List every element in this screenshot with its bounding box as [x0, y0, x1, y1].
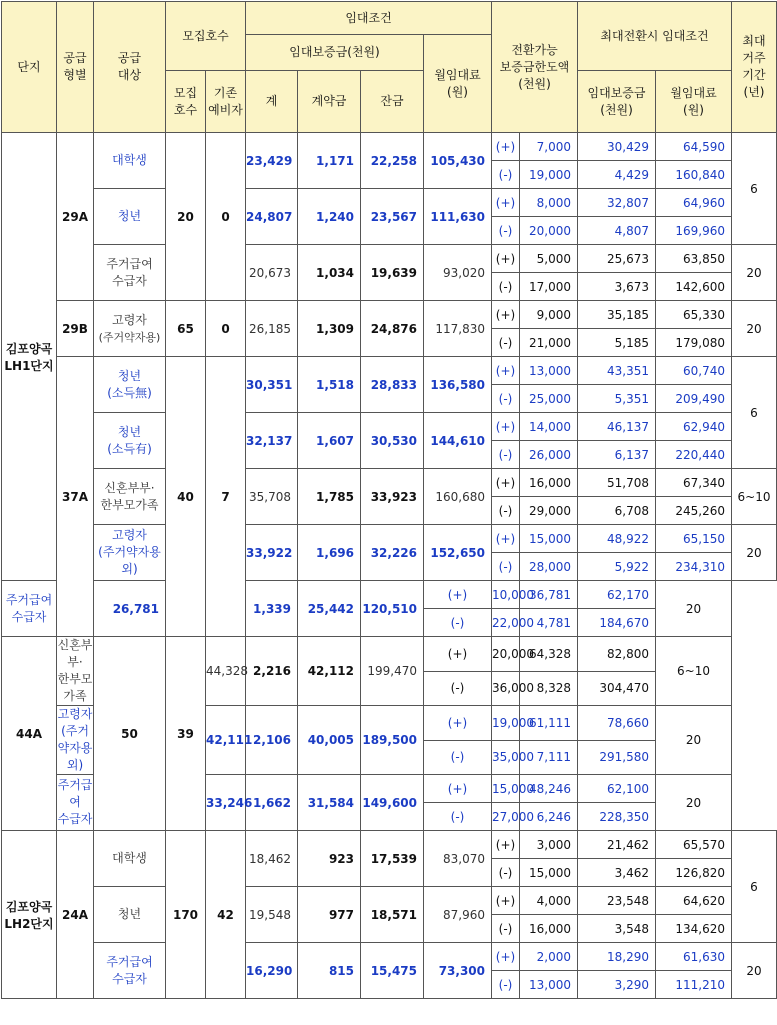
cell-convert-limit: 27,000	[492, 803, 520, 831]
cell-deposit-balance: 22,258	[361, 133, 424, 189]
cell-monthly-rent: 152,650	[424, 525, 492, 581]
cell-convert-limit: 15,000	[520, 859, 578, 887]
cell-max-period: 6~10	[656, 637, 732, 706]
cell-deposit-contract: 1,034	[298, 245, 361, 301]
cell-target	[94, 133, 166, 189]
cell-deposit-contract: 1,662	[246, 775, 298, 831]
col-deposit-contract: 계약금	[298, 71, 361, 133]
cell-supply-type: 29B	[57, 301, 94, 357]
cell-target	[57, 775, 94, 831]
cell-deposit-total: 44,328	[206, 637, 246, 706]
cell-deposit-contract: 815	[298, 943, 361, 999]
cell-sign: (-)	[492, 385, 520, 413]
cell-max-rent: 65,330	[656, 301, 732, 329]
cell-monthly-rent: 117,830	[424, 301, 492, 357]
cell-max-deposit: 21,462	[578, 831, 656, 859]
cell-max-deposit: 23,548	[578, 887, 656, 915]
cell-sign: (+)	[424, 581, 492, 609]
cell-deposit-contract: 977	[298, 887, 361, 943]
target-label: 청년	[117, 907, 142, 921]
cell-max-rent: 209,490	[656, 385, 732, 413]
cell-complex: 김포양곡 LH2단지	[2, 831, 57, 999]
cell-deposit-balance: 31,584	[298, 775, 361, 831]
cell-convert-limit: 22,000	[492, 609, 520, 637]
cell-max-rent: 111,210	[656, 971, 732, 999]
cell-deposit-total: 16,290	[246, 943, 298, 999]
col-deposit-balance: 잔금	[361, 71, 424, 133]
cell-max-deposit: 5,351	[578, 385, 656, 413]
cell-monthly-rent: 111,630	[424, 189, 492, 245]
cell-sign: (-)	[492, 441, 520, 469]
col-convert-limit: 전환가능 보증금한도액 (천원)	[492, 2, 578, 133]
cell-max-rent: 64,960	[656, 189, 732, 217]
cell-convert-limit: 26,000	[520, 441, 578, 469]
cell-sign: (-)	[424, 671, 492, 706]
cell-convert-limit: 3,000	[520, 831, 578, 859]
target-label: 신혼부부· 한부모가족	[100, 480, 159, 512]
cell-monthly-rent: 93,020	[424, 245, 492, 301]
target-label: 고령자 (주거약자용 외)	[98, 528, 161, 576]
cell-max-deposit: 25,673	[578, 245, 656, 273]
cell-deposit-contract: 1,518	[298, 357, 361, 413]
cell-deposit-contract: 1,607	[298, 413, 361, 469]
cell-max-period: 6	[732, 831, 777, 943]
cell-monthly-rent: 73,300	[424, 943, 492, 999]
cell-max-rent: 169,960	[656, 217, 732, 245]
cell-deposit-balance: 30,530	[361, 413, 424, 469]
cell-target	[94, 525, 166, 581]
cell-max-rent: 228,350	[578, 803, 656, 831]
table-row	[2, 637, 777, 672]
cell-recruit-units: 40	[166, 357, 206, 637]
cell-max-deposit: 3,462	[578, 859, 656, 887]
cell-max-deposit: 51,708	[578, 469, 656, 497]
cell-sign: (+)	[492, 357, 520, 385]
cell-deposit-total: 33,922	[246, 525, 298, 581]
cell-deposit-total: 33,246	[206, 775, 246, 831]
cell-convert-limit: 9,000	[520, 301, 578, 329]
cell-max-rent: 234,310	[656, 553, 732, 581]
cell-waitlist: 7	[206, 357, 246, 637]
cell-max-deposit: 18,290	[578, 943, 656, 971]
cell-convert-limit: 4,000	[520, 887, 578, 915]
cell-max-deposit: 8,328	[520, 671, 578, 706]
table-row	[2, 469, 777, 497]
cell-max-rent: 62,100	[578, 775, 656, 803]
cell-max-rent: 65,150	[656, 525, 732, 553]
cell-deposit-contract: 1,309	[298, 301, 361, 357]
cell-max-rent: 60,740	[656, 357, 732, 385]
cell-deposit-total: 19,548	[246, 887, 298, 943]
lease-table-body	[2, 133, 777, 999]
col-deposit-total: 계	[246, 71, 298, 133]
cell-max-rent: 160,840	[656, 161, 732, 189]
cell-sign: (+)	[492, 245, 520, 273]
cell-sign: (+)	[492, 301, 520, 329]
cell-deposit-total: 30,351	[246, 357, 298, 413]
cell-sign: (-)	[492, 497, 520, 525]
cell-sign: (+)	[492, 943, 520, 971]
table-row	[2, 413, 777, 441]
table-row	[2, 189, 777, 217]
col-max-convert: 최대전환시 임대조건	[578, 2, 732, 71]
col-recruit-units: 모집 호수	[166, 71, 206, 133]
cell-max-rent: 64,620	[656, 887, 732, 915]
cell-max-rent: 184,670	[578, 609, 656, 637]
target-label: 청년	[117, 209, 142, 223]
cell-deposit-balance: 25,442	[298, 581, 361, 637]
cell-max-deposit: 6,708	[578, 497, 656, 525]
target-label: 고령자	[112, 312, 147, 327]
cell-recruit-units: 20	[166, 133, 206, 301]
cell-convert-limit: 14,000	[520, 413, 578, 441]
cell-max-deposit: 61,111	[520, 706, 578, 741]
cell-sign: (-)	[492, 915, 520, 943]
cell-max-rent: 220,440	[656, 441, 732, 469]
cell-monthly-rent: 160,680	[424, 469, 492, 525]
cell-target	[94, 943, 166, 999]
col-max-rent: 월임대료 (원)	[656, 71, 732, 133]
cell-max-rent: 291,580	[578, 740, 656, 775]
cell-max-rent: 245,260	[656, 497, 732, 525]
cell-max-rent: 134,620	[656, 915, 732, 943]
cell-target	[94, 301, 166, 357]
target-label: 청년 (소득有)	[107, 424, 152, 456]
cell-deposit-balance: 15,475	[361, 943, 424, 999]
cell-max-deposit: 30,429	[578, 133, 656, 161]
cell-convert-limit: 20,000	[520, 217, 578, 245]
table-row	[2, 245, 777, 273]
cell-max-deposit: 3,673	[578, 273, 656, 301]
cell-sign: (+)	[424, 637, 492, 672]
cell-max-deposit: 32,807	[578, 189, 656, 217]
cell-sign: (+)	[492, 413, 520, 441]
cell-monthly-rent: 189,500	[361, 706, 424, 775]
cell-target	[94, 413, 166, 469]
cell-monthly-rent: 120,510	[361, 581, 424, 637]
cell-convert-limit: 29,000	[520, 497, 578, 525]
cell-sign: (-)	[492, 859, 520, 887]
cell-convert-limit: 7,000	[520, 133, 578, 161]
cell-deposit-balance: 18,571	[361, 887, 424, 943]
cell-max-rent: 78,660	[578, 706, 656, 741]
cell-deposit-balance: 17,539	[361, 831, 424, 887]
cell-convert-limit: 16,000	[520, 469, 578, 497]
cell-deposit-balance: 23,567	[361, 189, 424, 245]
target-label: 대학생	[112, 153, 147, 167]
cell-sign: (-)	[492, 329, 520, 357]
cell-max-deposit: 6,246	[520, 803, 578, 831]
cell-sign: (-)	[424, 609, 492, 637]
cell-max-period: 20	[732, 301, 777, 357]
cell-max-deposit: 6,137	[578, 441, 656, 469]
cell-recruit-units: 50	[94, 637, 166, 831]
cell-complex: 김포양곡 LH1단지	[2, 133, 57, 581]
cell-waitlist: 0	[206, 133, 246, 301]
cell-max-rent: 82,800	[578, 637, 656, 672]
cell-target	[57, 706, 94, 775]
cell-deposit-contract: 2,216	[246, 637, 298, 706]
table-row	[2, 943, 777, 971]
cell-deposit-contract: 1,339	[246, 581, 298, 637]
cell-deposit-contract: 1,171	[298, 133, 361, 189]
cell-max-rent: 67,340	[656, 469, 732, 497]
cell-convert-limit: 15,000	[520, 525, 578, 553]
cell-deposit-balance: 32,226	[361, 525, 424, 581]
cell-max-period: 6	[732, 357, 777, 469]
cell-target	[94, 887, 166, 943]
cell-convert-limit: 20,000	[492, 637, 520, 672]
cell-sign: (-)	[492, 217, 520, 245]
cell-max-period: 20	[732, 245, 777, 301]
cell-max-deposit: 3,290	[578, 971, 656, 999]
lease-table	[1, 1, 777, 999]
col-waitlist: 기존 예비자	[206, 71, 246, 133]
cell-sign: (-)	[492, 553, 520, 581]
cell-max-period: 20	[732, 525, 777, 581]
cell-monthly-rent: 83,070	[424, 831, 492, 887]
col-monthly-rent: 월임대료 (원)	[424, 35, 492, 133]
cell-max-deposit: 48,922	[578, 525, 656, 553]
cell-monthly-rent: 199,470	[361, 637, 424, 706]
cell-convert-limit: 19,000	[520, 161, 578, 189]
col-max-period: 최대 거주 기간 (년)	[732, 2, 777, 133]
table-row	[2, 525, 777, 553]
cell-max-period: 20	[656, 775, 732, 831]
cell-deposit-balance: 33,923	[361, 469, 424, 525]
cell-monthly-rent: 105,430	[424, 133, 492, 189]
table-row	[2, 301, 777, 329]
col-lease-terms: 임대조건	[246, 2, 492, 35]
cell-convert-limit: 28,000	[520, 553, 578, 581]
cell-deposit-balance: 28,833	[361, 357, 424, 413]
col-complex: 단지	[2, 2, 57, 133]
cell-sign: (+)	[424, 706, 492, 741]
cell-max-rent: 142,600	[656, 273, 732, 301]
target-label: 고령자 (주거약자용 외)	[57, 707, 93, 772]
cell-sign: (-)	[492, 971, 520, 999]
cell-convert-limit: 10,000	[492, 581, 520, 609]
cell-deposit-total: 18,462	[246, 831, 298, 887]
cell-max-rent: 64,590	[656, 133, 732, 161]
cell-deposit-total: 23,429	[246, 133, 298, 189]
target-label: 주거급여 수급자	[106, 954, 153, 986]
table-row	[2, 887, 777, 915]
cell-deposit-contract: 1,696	[298, 525, 361, 581]
cell-deposit-balance: 42,112	[298, 637, 361, 706]
cell-convert-limit: 35,000	[492, 740, 520, 775]
cell-max-deposit: 5,922	[578, 553, 656, 581]
cell-max-deposit: 3,548	[578, 915, 656, 943]
cell-convert-limit: 13,000	[520, 971, 578, 999]
cell-target	[94, 189, 166, 245]
target-label: 대학생	[112, 851, 147, 865]
cell-sign: (+)	[492, 133, 520, 161]
cell-max-period: 20	[656, 581, 732, 637]
col-deposit: 임대보증금(천원)	[246, 35, 424, 71]
cell-sign: (+)	[492, 469, 520, 497]
cell-waitlist: 0	[206, 301, 246, 357]
cell-deposit-total: 26,781	[94, 581, 166, 637]
cell-convert-limit: 21,000	[520, 329, 578, 357]
target-label: 청년 (소득無)	[107, 368, 152, 400]
cell-max-rent: 62,940	[656, 413, 732, 441]
cell-deposit-balance: 24,876	[361, 301, 424, 357]
cell-max-deposit: 4,781	[520, 609, 578, 637]
cell-waitlist: 39	[166, 637, 206, 831]
cell-convert-limit: 13,000	[520, 357, 578, 385]
cell-monthly-rent: 149,600	[361, 775, 424, 831]
cell-supply-type: 29A	[57, 133, 94, 301]
cell-max-deposit: 4,807	[578, 217, 656, 245]
cell-sign: (-)	[492, 273, 520, 301]
cell-deposit-contract: 1,240	[298, 189, 361, 245]
cell-max-period: 20	[656, 706, 732, 775]
cell-max-rent: 65,570	[656, 831, 732, 859]
target-sublabel: (주거약자용)	[98, 330, 161, 344]
col-target: 공급 대상	[94, 2, 166, 133]
cell-max-rent: 63,850	[656, 245, 732, 273]
cell-deposit-contract: 1,785	[298, 469, 361, 525]
cell-monthly-rent: 144,610	[424, 413, 492, 469]
table-row	[2, 357, 777, 385]
target-label: 신혼부부· 한부모가족	[57, 638, 93, 703]
cell-convert-limit: 36,000	[492, 671, 520, 706]
cell-deposit-total: 24,807	[246, 189, 298, 245]
cell-sign: (-)	[424, 740, 492, 775]
table-row	[2, 581, 777, 609]
cell-max-period: 6~10	[732, 469, 777, 525]
cell-max-deposit: 48,246	[520, 775, 578, 803]
cell-convert-limit: 8,000	[520, 189, 578, 217]
col-recruit: 모집호수	[166, 2, 246, 71]
cell-max-deposit: 36,781	[520, 581, 578, 609]
cell-target	[94, 469, 166, 525]
cell-max-rent: 304,470	[578, 671, 656, 706]
cell-deposit-total: 32,137	[246, 413, 298, 469]
cell-convert-limit: 16,000	[520, 915, 578, 943]
cell-deposit-contract: 923	[298, 831, 361, 887]
cell-max-deposit: 35,185	[578, 301, 656, 329]
cell-sign: (-)	[424, 803, 492, 831]
cell-max-deposit: 43,351	[578, 357, 656, 385]
cell-max-deposit: 64,328	[520, 637, 578, 672]
cell-target	[2, 581, 57, 637]
cell-deposit-balance: 19,639	[361, 245, 424, 301]
cell-convert-limit: 17,000	[520, 273, 578, 301]
target-label: 주거급여 수급자	[5, 592, 53, 624]
cell-deposit-contract: 2,106	[246, 706, 298, 775]
table-row	[2, 831, 777, 859]
col-supply-type: 공급 형별	[57, 2, 94, 133]
cell-deposit-total: 20,673	[246, 245, 298, 301]
cell-convert-limit: 5,000	[520, 245, 578, 273]
cell-sign: (+)	[492, 525, 520, 553]
cell-sign: (+)	[492, 887, 520, 915]
cell-recruit-units: 65	[166, 301, 206, 357]
cell-max-deposit: 7,111	[520, 740, 578, 775]
cell-waitlist: 42	[206, 831, 246, 999]
cell-deposit-balance: 40,005	[298, 706, 361, 775]
cell-max-period: 20	[732, 943, 777, 999]
cell-supply-type: 44A	[2, 637, 57, 831]
cell-sign: (+)	[424, 775, 492, 803]
cell-max-deposit: 46,137	[578, 413, 656, 441]
cell-target	[94, 245, 166, 301]
col-max-deposit: 임대보증금 (천원)	[578, 71, 656, 133]
target-label: 주거급여 수급자	[106, 256, 153, 288]
cell-max-deposit: 5,185	[578, 329, 656, 357]
cell-monthly-rent: 87,960	[424, 887, 492, 943]
target-label: 주거급여 수급자	[57, 778, 93, 826]
cell-deposit-total: 35,708	[246, 469, 298, 525]
cell-deposit-total: 26,185	[246, 301, 298, 357]
cell-sign: (+)	[492, 189, 520, 217]
cell-deposit-total: 42,111	[206, 706, 246, 775]
cell-monthly-rent: 136,580	[424, 357, 492, 413]
cell-supply-type: 24A	[57, 831, 94, 999]
cell-target	[94, 357, 166, 413]
cell-max-deposit: 4,429	[578, 161, 656, 189]
cell-sign: (-)	[492, 161, 520, 189]
cell-sign: (+)	[492, 831, 520, 859]
cell-target	[94, 831, 166, 887]
cell-convert-limit: 25,000	[520, 385, 578, 413]
cell-supply-type: 37A	[57, 357, 94, 637]
cell-max-rent: 61,630	[656, 943, 732, 971]
cell-max-period: 6	[732, 133, 777, 245]
cell-recruit-units: 170	[166, 831, 206, 999]
cell-target	[57, 637, 94, 706]
cell-max-rent: 126,820	[656, 859, 732, 887]
cell-convert-limit: 15,000	[492, 775, 520, 803]
cell-max-rent: 62,170	[578, 581, 656, 609]
cell-max-rent: 179,080	[656, 329, 732, 357]
cell-convert-limit: 2,000	[520, 943, 578, 971]
cell-convert-limit: 19,000	[492, 706, 520, 741]
table-row	[2, 133, 777, 161]
